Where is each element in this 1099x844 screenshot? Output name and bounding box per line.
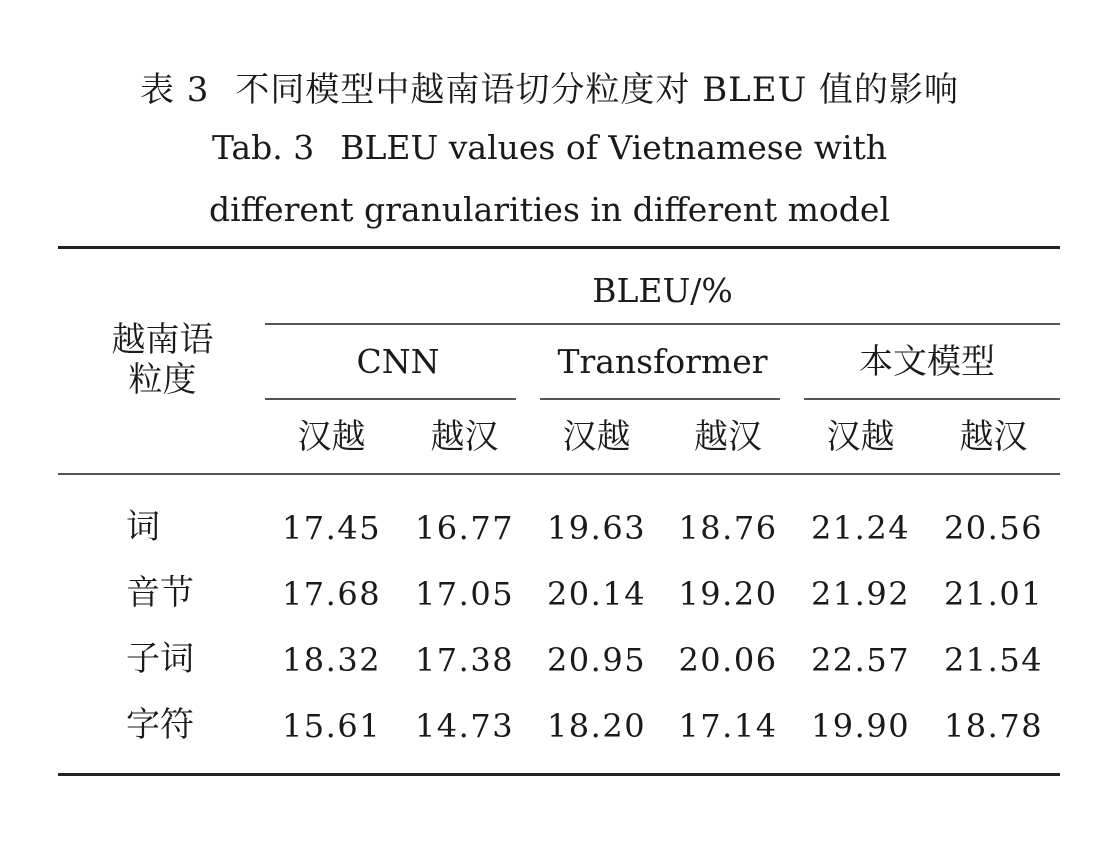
stub-header bbox=[60, 320, 265, 400]
direction-header: 越汉 bbox=[694, 417, 762, 457]
table-cell: 14.73 bbox=[414, 707, 515, 745]
table-caption-english-line2 bbox=[0, 190, 1099, 229]
direction-header: 越汉 bbox=[959, 417, 1028, 457]
table-cell: 17.68 bbox=[281, 575, 382, 613]
caption-en-title-line2: different granularities in different model bbox=[209, 190, 890, 229]
table-cell: 18.32 bbox=[281, 641, 382, 679]
cnn-group-rule bbox=[265, 398, 516, 400]
direction-header: 越汉 bbox=[430, 417, 499, 457]
caption-zh-title: 不同模型中越南语切分粒度对 BLEU 值的影响 bbox=[235, 70, 960, 110]
table-cell: 20.95 bbox=[546, 641, 647, 679]
table-cell: 19.90 bbox=[810, 707, 911, 745]
bleu-group-header: BLEU/% bbox=[592, 271, 733, 310]
bleu-group-rule bbox=[265, 323, 1060, 325]
direction-header: 汉越 bbox=[826, 417, 895, 457]
table-cell: 21.01 bbox=[943, 575, 1044, 613]
caption-en-title-line1: BLEU values of Vietnamese with bbox=[340, 128, 888, 167]
table-bottom-rule bbox=[58, 773, 1060, 776]
caption-zh-label: 表 3 bbox=[139, 70, 210, 110]
model-header-transformer: Transformer bbox=[557, 342, 768, 381]
our-model-group-rule bbox=[804, 398, 1060, 400]
table-cell: 18.20 bbox=[546, 707, 647, 745]
stub-header-line1: 越南语 bbox=[111, 320, 214, 360]
row-label: 字符 bbox=[126, 705, 194, 745]
table-cell: 19.63 bbox=[546, 509, 647, 547]
table-cell: 16.77 bbox=[414, 509, 515, 547]
table-cell: 22.57 bbox=[810, 641, 911, 679]
table-cell: 21.24 bbox=[810, 509, 911, 547]
table-cell: 17.14 bbox=[678, 707, 778, 745]
table-cell: 21.54 bbox=[943, 641, 1044, 679]
stub-header-line2: 粒度 bbox=[128, 360, 197, 400]
table-cell: 21.92 bbox=[810, 575, 911, 613]
transformer-group-rule bbox=[540, 398, 780, 400]
row-label: 音节 bbox=[126, 573, 194, 613]
table-cell: 17.45 bbox=[281, 509, 382, 547]
model-header-cnn: CNN bbox=[356, 342, 440, 381]
table-cell: 18.78 bbox=[943, 707, 1044, 745]
table-cell: 20.56 bbox=[943, 509, 1044, 547]
row-label: 词 bbox=[126, 507, 160, 547]
model-header-our-model: 本文模型 bbox=[859, 342, 995, 382]
direction-header: 汉越 bbox=[562, 417, 631, 457]
table-cell: 20.14 bbox=[546, 575, 647, 613]
direction-header: 汉越 bbox=[297, 417, 366, 457]
caption-en-label: Tab. 3 bbox=[211, 128, 315, 167]
table-cell: 17.05 bbox=[414, 575, 515, 613]
table-cell: 15.61 bbox=[281, 707, 382, 745]
table-caption-english-line1 bbox=[0, 128, 1099, 167]
table-caption-chinese bbox=[0, 62, 1099, 111]
table-top-rule bbox=[58, 246, 1060, 249]
header-bottom-rule bbox=[58, 473, 1060, 475]
table-cell: 20.06 bbox=[678, 641, 778, 679]
table-cell: 19.20 bbox=[678, 575, 778, 613]
row-label: 子词 bbox=[126, 639, 194, 679]
table-cell: 18.76 bbox=[678, 509, 778, 547]
table-cell: 17.38 bbox=[414, 641, 515, 679]
